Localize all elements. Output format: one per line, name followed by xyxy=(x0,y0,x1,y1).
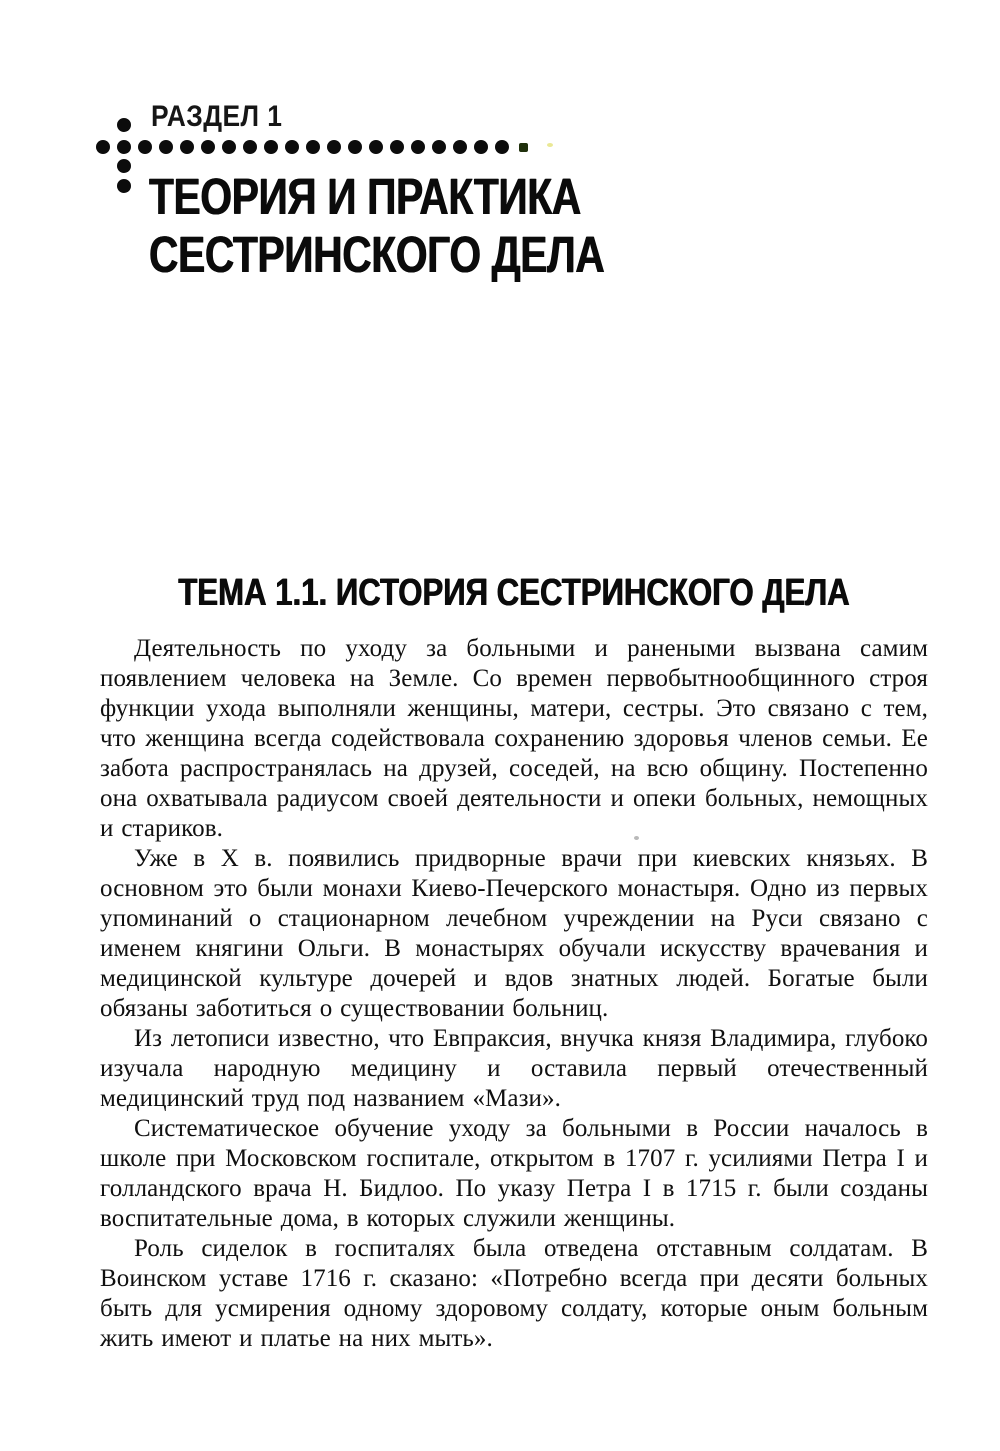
divider-dot xyxy=(453,140,467,154)
divider-column-dot xyxy=(117,159,131,173)
divider-dot xyxy=(390,140,404,154)
divider-dot xyxy=(369,140,383,154)
paragraph: Из летописи известно, что Евпраксия, внучка князя Владимира, глубоко изучала народную медицину и оставила первый отечественный медицинский труд под названием «Мази». xyxy=(100,1025,928,1112)
divider-dot xyxy=(306,140,320,154)
divider-dot xyxy=(348,140,362,154)
divider-dot xyxy=(201,140,215,154)
paragraph: Уже в X в. появились придворные врачи при киевских князьях. В основном это были монахи Киево-Печерского монастыря. Одно из первых упоминаний о стационарном лечебном учреждении на Руси связано с именем княгини Ольги. В монастырях обучали искусству врачевания и медицинской культуре дочерей и вдов знатных людей. Богатые были обязаны заботиться о существовании больниц. xyxy=(100,845,928,1022)
divider-dot xyxy=(411,140,425,154)
chapter-title xyxy=(149,168,604,284)
divider-dot xyxy=(264,140,278,154)
divider-column-dot xyxy=(117,118,131,132)
divider-dot xyxy=(285,140,299,154)
divider-column-dot xyxy=(117,179,131,193)
divider-dot xyxy=(243,140,257,154)
chapter-title-line1: ТЕОРИЯ И ПРАКТИКА xyxy=(149,168,581,225)
divider-dot xyxy=(159,140,173,154)
chapter-title-line2: СЕСТРИНСКОГО ДЕЛА xyxy=(149,226,605,283)
divider-tail-dot xyxy=(519,143,528,152)
scan-speck xyxy=(634,836,639,840)
divider-dot xyxy=(495,140,509,154)
paragraph: Деятельность по уходу за больными и ранеными вызвана самим появлением человека на Земле. Со времен первобытнообщинного строя функции ухода выполняли женщины, матери, сестры. Это связано с тем, что женщина всегда содействовала сохранению здоровья членов семьи. Ее забота распространялась на друзей, соседей, на всю общину. Постепенно она охватывала радиусом своей деятельности и опеки больных, немощных и стариков. xyxy=(100,635,928,842)
section-kicker: РАЗДЕЛ 1 xyxy=(151,100,283,133)
body-text xyxy=(100,634,928,1354)
divider-dot xyxy=(138,140,152,154)
paragraph: Роль сиделок в госпиталях была отведена отставным солдатам. В Воинском уставе 1716 г. сказано: «Потребно всегда при десяти больных быть для усмирения одному здоровому солдату, которые оным больным жить имеют и платье на них мыть». xyxy=(100,1235,928,1352)
divider-dot xyxy=(96,140,110,154)
divider-dot xyxy=(474,140,488,154)
dotted-divider-row xyxy=(96,140,528,154)
divider-dot xyxy=(180,140,194,154)
divider-dot xyxy=(432,140,446,154)
scan-speck xyxy=(547,143,553,147)
divider-dot xyxy=(222,140,236,154)
divider-dot xyxy=(327,140,341,154)
topic-heading: ТЕМА 1.1. ИСТОРИЯ СЕСТРИНСКОГО ДЕЛА xyxy=(178,572,850,614)
paragraph: Систематическое обучение уходу за больными в России началось в школе при Московском госпитале, открытом в 1707 г. усилиями Петра I и голландского врача Н. Бидлоо. По указу Петра I в 1715 г. были созданы воспитательные дома, в которых служили женщины. xyxy=(100,1115,928,1232)
divider-dot xyxy=(117,140,131,154)
page-content xyxy=(100,570,928,1354)
